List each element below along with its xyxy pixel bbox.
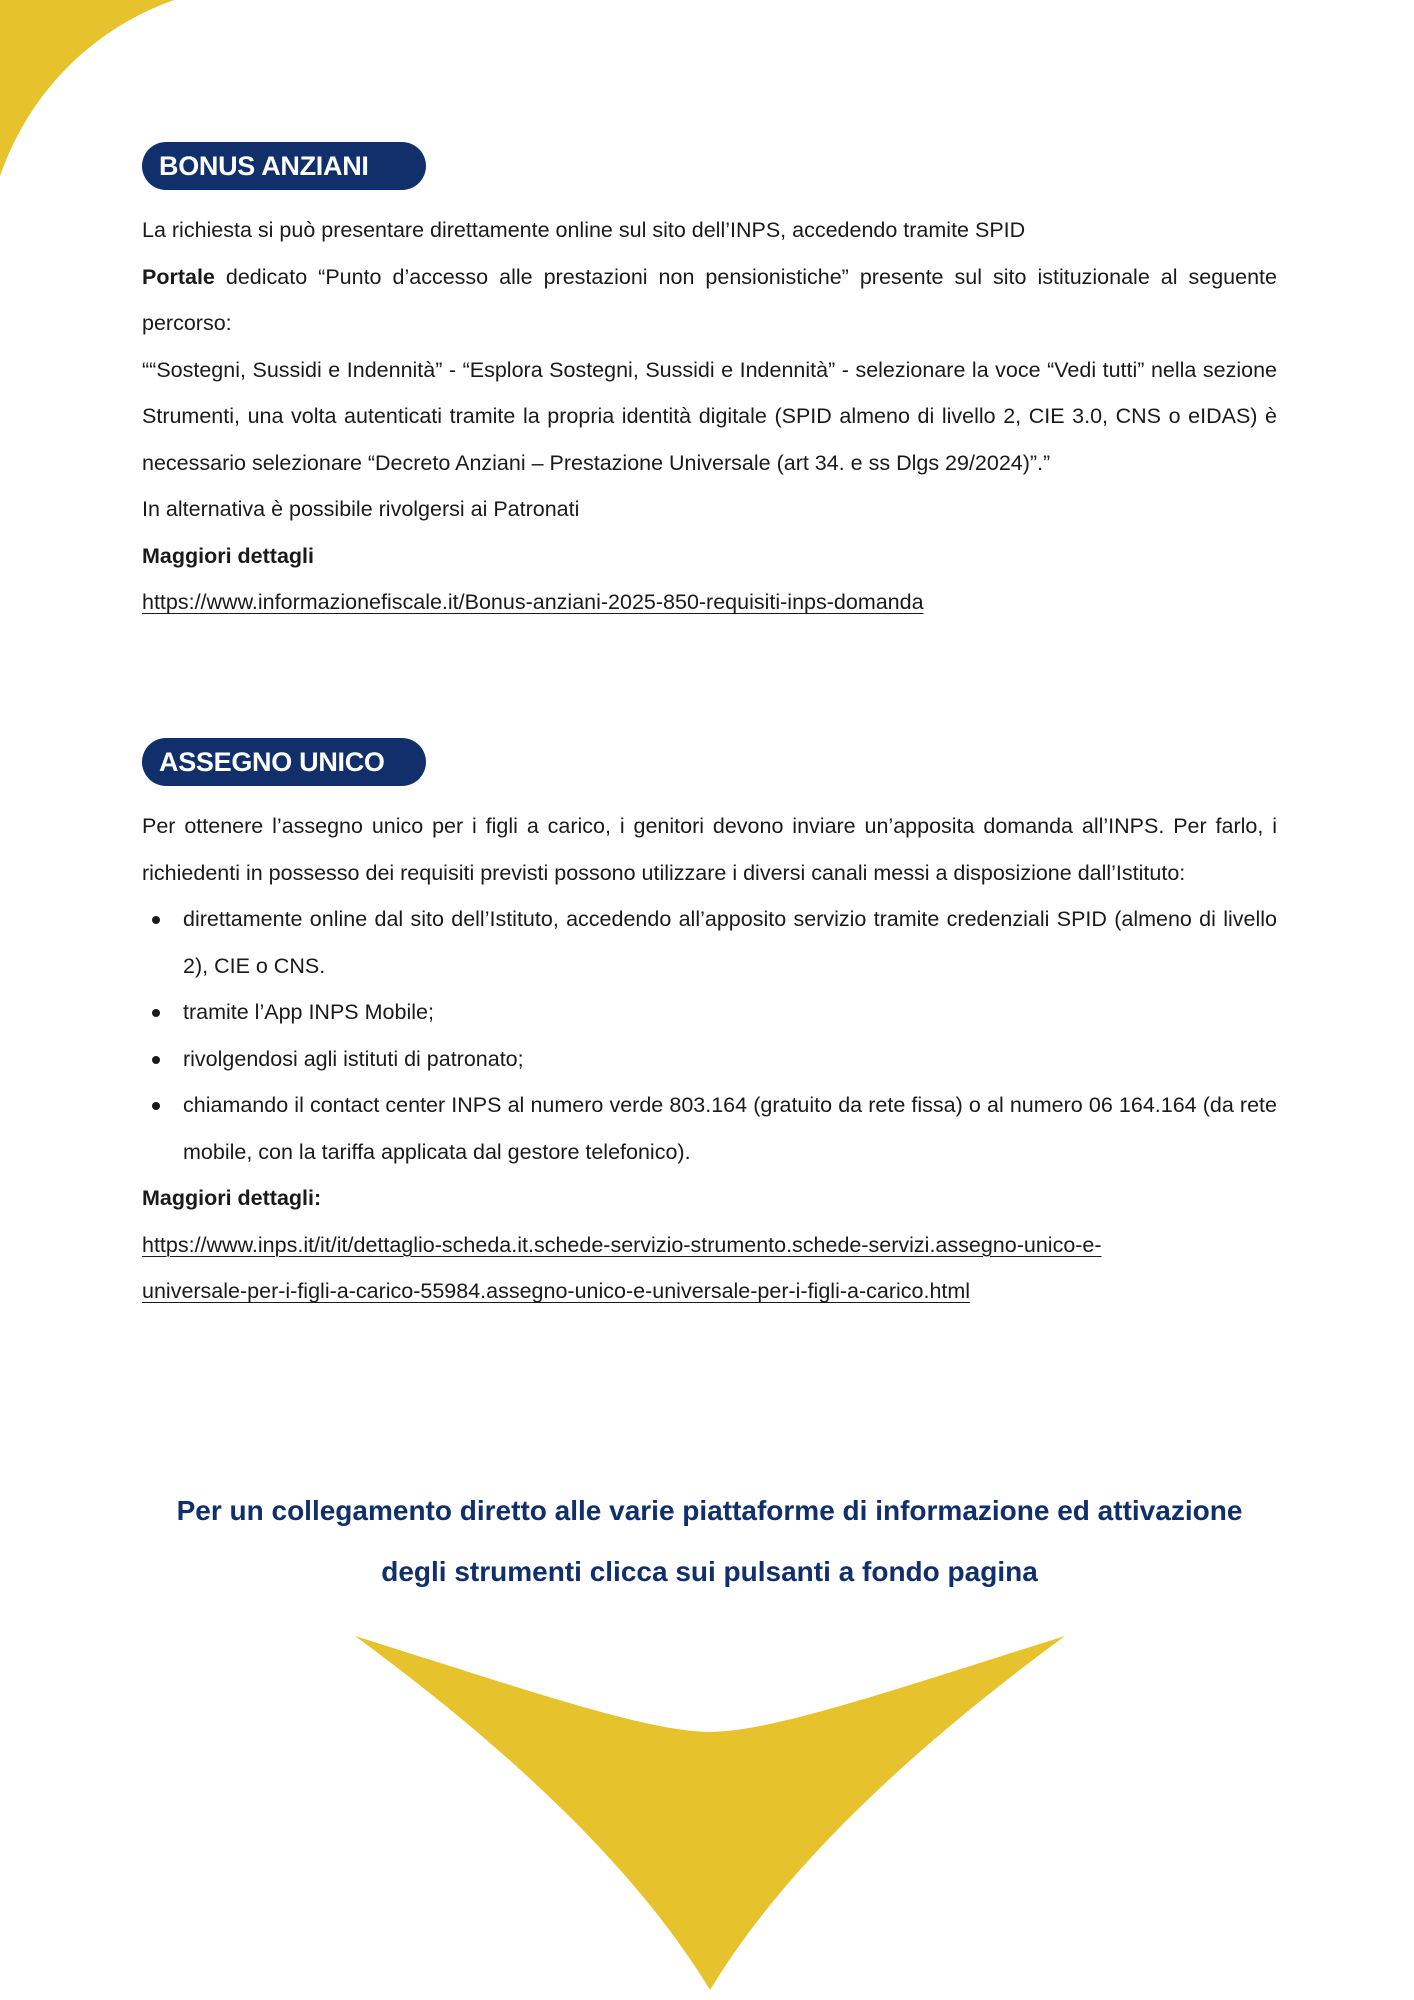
- assegno-unico-details-label: [142, 1175, 1277, 1222]
- assegno-unico-body: [142, 803, 1277, 1315]
- bonus-anziani-details-link[interactable]: https://www.informazionefiscale.it/Bonus-anziani-2025-850-requisiti-inps-domanda: [142, 590, 924, 614]
- bonus-anziani-intro: La richiesta si può presentare direttamente online sul sito dell’INPS, accedendo tramite SPID: [142, 218, 1026, 242]
- assegno-unico-details-row-2: [142, 1268, 1277, 1315]
- assegno-unico-details-link-line1[interactable]: https://www.inps.it/it/it/dettaglio-scheda.it.schede-servizio-strumento.schede-servizi.assegno-unico-e-: [142, 1232, 1102, 1257]
- list-item: [142, 1036, 1277, 1083]
- bonus-anziani-details-label: [142, 533, 1277, 580]
- assegno-unico-details-link-line2[interactable]: universale-per-i-figli-a-carico-55984.assegno-unico-e-universale-per-i-figli-a-carico.html: [142, 1279, 971, 1303]
- list-item-text: tramite l’App INPS Mobile;: [183, 1000, 434, 1024]
- list-item-text: rivolgendosi agli istituti di patronato;: [183, 1046, 524, 1071]
- list-item-text: chiamando il contact center INPS al numero verde 803.164 (gratuito da rete fissa) o al numero 06 164.164 (da rete mobile, con la tariffa applicata dal gestore telefonico).: [183, 1093, 1277, 1164]
- section-title-bonus-anziani: BONUS ANZIANI: [142, 142, 426, 190]
- list-item: [142, 989, 1277, 1036]
- bullet-icon: [152, 1102, 160, 1110]
- list-item-text: direttamente online dal sito dell’Istituto, accedendo all’apposito servizio tramite credenziali SPID (almeno di livello 2), CIE o CNS.: [183, 907, 1277, 978]
- cta-line-1: Per un collegamento diretto alle varie piattaforme di informazione ed attivazione: [176, 1495, 1243, 1526]
- bonus-anziani-alternative: In alternativa è possibile rivolgersi ai Patronati: [142, 497, 580, 521]
- details-label-text: Maggiori dettagli: [142, 543, 314, 568]
- section-title-assegno-unico: ASSEGNO UNICO: [142, 738, 426, 786]
- assegno-unico-intro: Per ottenere l’assegno unico per i figli a carico, i genitori devono inviare un’apposita domanda all’INPS. Per farlo, i richiedenti in possesso dei requisiti previsti possono utilizzare i diversi canali messi a disposizione dall’Istituto:: [142, 814, 1277, 885]
- bullet-icon: [152, 1056, 160, 1064]
- assegno-unico-details-row: [142, 1222, 1277, 1269]
- cta-line-2: degli strumenti clicca sui pulsanti a fondo pagina: [381, 1556, 1038, 1587]
- assegno-unico-channels-list: [142, 896, 1277, 1175]
- down-arrow-icon: [355, 1636, 1065, 1990]
- bonus-anziani-path: ““Sostegni, Sussidi e Indennità” - “Esplora Sostegni, Sussidi e Indennità” - selezionare la voce “Vedi tutti” nella sezione Strumenti, una volta autenticati tramite la propria identità digitale (SPID almeno di livello 2, CIE 3.0, CNS o eIDAS) è necessario selezionare “Decreto Anziani – Prestazione Universale (art 34. e ss Dlgs 29/2024)”.”: [142, 357, 1277, 475]
- bullet-icon: [152, 1009, 160, 1017]
- portale-label: Portale: [142, 264, 215, 289]
- bonus-anziani-details-row: [142, 579, 1277, 626]
- details-label-text: Maggiori dettagli:: [142, 1186, 322, 1210]
- bullet-icon: [152, 916, 160, 924]
- down-arrow-body: [355, 1636, 1065, 1990]
- list-item: [142, 1082, 1277, 1175]
- bonus-anziani-portale: [142, 254, 1277, 347]
- call-to-action: [142, 1480, 1277, 1602]
- portale-text: dedicato “Punto d’accesso alle prestazioni non pensionistiche” presente sul sito istituzionale al seguente percorso:: [142, 264, 1277, 335]
- list-item: [142, 896, 1277, 989]
- bonus-anziani-body: [142, 207, 1277, 626]
